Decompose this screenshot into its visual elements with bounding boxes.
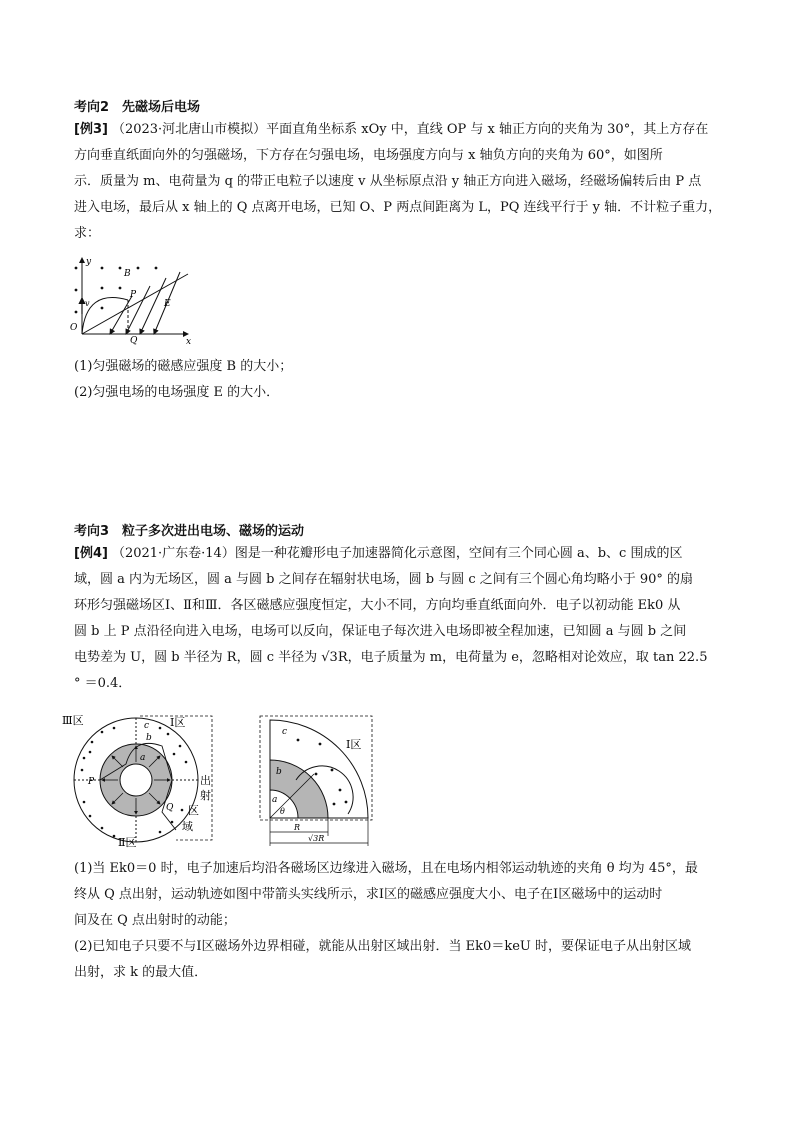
label-a: a (140, 753, 146, 763)
example4-line-6: ° ＝0.4． (74, 676, 132, 691)
label-q: Q (166, 803, 174, 813)
label-theta: θ (280, 807, 285, 816)
label-exit-3: 区 (188, 804, 199, 817)
label-q: Q (130, 336, 138, 346)
label-sqrt3r: √3R (308, 834, 325, 843)
example3-questions (74, 354, 734, 406)
label-x: x (186, 337, 192, 346)
line-op (82, 274, 188, 334)
example3-figure (66, 254, 196, 346)
label-b: b (146, 733, 152, 743)
example4-line-2: 域，圆 a 内为无场区，圆 a 与圆 b 之间存在辐射状电场，圆 b 与圆 c 之间有三个圆心角均略小于 90° 的扇 (74, 572, 694, 587)
example4-tag: [例4] (74, 546, 108, 561)
label-exit-1: 出 (200, 774, 211, 787)
example4-line-1: [例4] （2021·广东卷·14）图是一种花瓣形电子加速器简化示意图，空间有三个同心圆 a、b、c 围成的区 (74, 546, 683, 561)
label-b: B (124, 269, 131, 279)
label-v: v (85, 299, 90, 308)
example3-question-2: (2)匀强电场的电场强度 E 的大小． (74, 385, 280, 400)
label-zone1: Ⅰ区 (170, 716, 186, 729)
label-y: y (86, 257, 92, 267)
label-a: a (272, 795, 278, 805)
label-o: O (70, 323, 78, 333)
example4-figure-left (62, 712, 262, 848)
label-r: R (294, 823, 301, 832)
example4-question-line-1: (1)当 Ek0＝0 时，电子加速后均沿各磁场区边缘进入磁场，且在电场内相邻运动轨迹的夹角 θ 均为 45°，最 (74, 861, 698, 876)
label-p: P (130, 290, 137, 300)
label-zone2: Ⅱ区 (118, 836, 137, 848)
example3-question-1: (1)匀强磁场的磁感应强度 B 的大小； (74, 359, 293, 374)
label-exit-4: 域 (182, 820, 193, 833)
section2-heading: 考向2 先磁场后电场 (74, 100, 201, 115)
example4-line-3: 环形匀强磁场区Ⅰ、Ⅱ和Ⅲ．各区磁感应强度恒定，大小不同，方向均垂直纸面向外．电子以初动能 Ek0 从 (74, 598, 681, 613)
circle-a (120, 764, 152, 796)
label-p: P (88, 777, 95, 787)
example3-text (74, 117, 734, 247)
example3-tag: [例3] (74, 122, 108, 137)
section3-heading: 考向3 粒子多次进出电场、磁场的运动 (74, 524, 305, 539)
example4-question-line-2: 终从 Q 点出射，运动轨迹如图中带箭头实线所示，求Ⅰ区的磁感应强度大小、电子在Ⅰ区磁场中的运动时 (74, 887, 663, 902)
example4-line-4: 圆 b 上 P 点沿径向进入电场，电场可以反向，保证电子每次进入电场即被全程加速，已知圆 a 与圆 b 之间 (74, 624, 687, 639)
example3-line-3: 示．质量为 m、电荷量为 q 的带正电粒子以速度 v 从坐标原点沿 y 轴正方向进入磁场，经磁场偏转后由 P 点 (74, 174, 702, 189)
example3-line-1: [例3] （2023·河北唐山市模拟）平面直角坐标系 xOy 中，直线 OP 与 x 轴正方向的夹角为 30°，其上方存在 (74, 122, 709, 137)
label-b: b (276, 767, 282, 777)
example3-line-4: 进入电场，最后从 x 轴上的 Q 点离开电场，已知 O、P 两点间距离为 L，PQ 连线平行于 y 轴．不计粒子重力， (74, 200, 722, 215)
label-e: E (164, 299, 171, 309)
example4-line-5: 电势差为 U，圆 b 半径为 R，圆 c 半径为 √3R，电子质量为 m，电荷量为 e，忽略相对论效应，取 tan 22.5 (74, 650, 708, 665)
example4-figure-right (256, 714, 380, 850)
label-c: c (144, 721, 150, 731)
example3-line-5: 求： (74, 226, 101, 241)
example3-line-2: 方向垂直纸面向外的匀强磁场，下方存在匀强电场，电场强度方向与 x 轴负方向的夹角为 60°，如图所 (74, 148, 663, 163)
example4-question-line-4: (2)已知电子只要不与Ⅰ区磁场外边界相碰，就能从出射区域出射．当 Ek0＝keU 时，要保证电子从出射区域 (74, 939, 691, 954)
label-zone3: Ⅲ区 (62, 714, 84, 727)
example4-question-line-3: 间及在 Q 点出射时的动能； (74, 913, 236, 928)
example4-text (74, 541, 734, 697)
label-exit-2: 射 (200, 789, 211, 802)
example4-question-line-5: 出射，求 k 的最大值． (74, 965, 208, 980)
label-zone1: Ⅰ区 (346, 738, 362, 751)
label-c: c (282, 727, 288, 737)
example4-questions (74, 856, 734, 986)
